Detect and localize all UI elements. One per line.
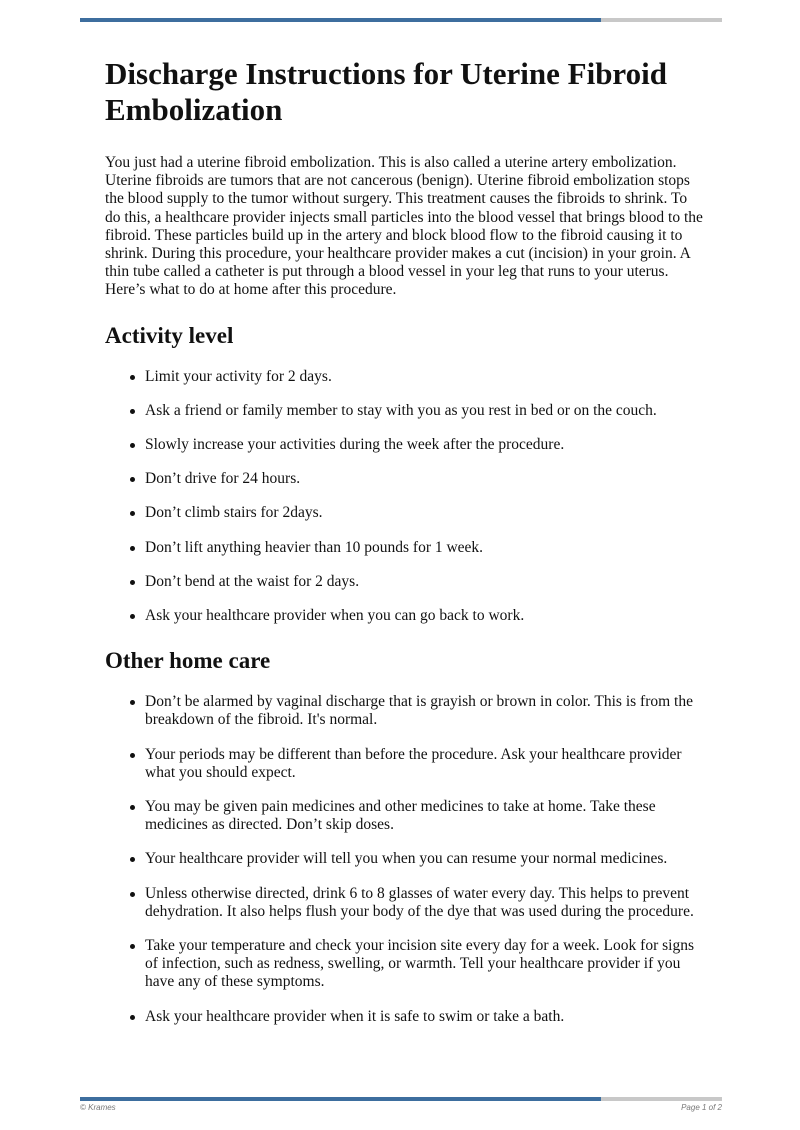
header-accent-bar-gray (601, 18, 722, 22)
activity-level-list (105, 368, 705, 626)
header-accent-bar-blue (80, 18, 601, 22)
list-item: Slowly increase your activities during the week after the procedure. (145, 436, 705, 454)
list-item: You may be given pain medicines and other medicines to take at home. Take these medicines as directed. Don’t skip doses. (145, 798, 705, 834)
list-item: Don’t be alarmed by vaginal discharge that is grayish or brown in color. This is from the breakdown of the fibroid. It's normal. (145, 693, 705, 729)
list-item: Don’t lift anything heavier than 10 pounds for 1 week. (145, 539, 705, 557)
list-item: Limit your activity for 2 days. (145, 368, 705, 386)
footer-accent-bar (80, 1097, 722, 1101)
page-title: Discharge Instructions for Uterine Fibroid Embolization (105, 56, 667, 127)
list-item: Take your temperature and check your incision site every day for a week. Look for signs of infection, such as redness, swelling, or warmth. Tell your healthcare provider if you have any of these symptoms. (145, 937, 705, 992)
document-body (105, 56, 705, 1042)
list-item: Your periods may be different than before the procedure. Ask your healthcare provider what you should expect. (145, 746, 705, 782)
footer-accent-bar-blue (80, 1097, 601, 1101)
list-item: Ask your healthcare provider when you can go back to work. (145, 607, 705, 625)
footer-accent-bar-gray (601, 1097, 722, 1101)
footer-copyright: © Krames (80, 1103, 116, 1112)
intro-paragraph: You just had a uterine fibroid embolization. This is also called a uterine artery embolization. Uterine fibroids are tumors that are not cancerous (benign). Uterine fibroid embolization stops the blood supply to the tumor without surgery. This treatment causes the fibroids to shrink. To do this, a healthcare provider injects small particles into the blood vessel that brings blood to the fibroid. These particles build up in the artery and block blood flow to the fibroid causing it to shrink. During this procedure, your healthcare provider makes a cut (incision) in your groin. A thin tube called a catheter is put through a blood vessel in your leg that runs to your uterus. Here’s what to do at home after this procedure. (105, 154, 703, 299)
list-item: Your healthcare provider will tell you when you can resume your normal medicines. (145, 850, 705, 868)
section-heading-other-home-care: Other home care (105, 648, 271, 674)
list-item: Don’t climb stairs for 2days. (145, 504, 705, 522)
footer-page-number: Page 1 of 2 (681, 1103, 722, 1112)
other-home-care-list (105, 693, 705, 1026)
list-item: Don’t bend at the waist for 2 days. (145, 573, 705, 591)
list-item: Ask a friend or family member to stay with you as you rest in bed or on the couch. (145, 402, 705, 420)
section-heading-activity-level: Activity level (105, 322, 234, 348)
header-accent-bar (80, 18, 722, 22)
list-item: Ask your healthcare provider when it is safe to swim or take a bath. (145, 1008, 705, 1026)
list-item: Unless otherwise directed, drink 6 to 8 glasses of water every day. This helps to prevent dehydration. It also helps flush your body of the dye that was used during the procedure. (145, 885, 705, 921)
list-item: Don’t drive for 24 hours. (145, 470, 705, 488)
